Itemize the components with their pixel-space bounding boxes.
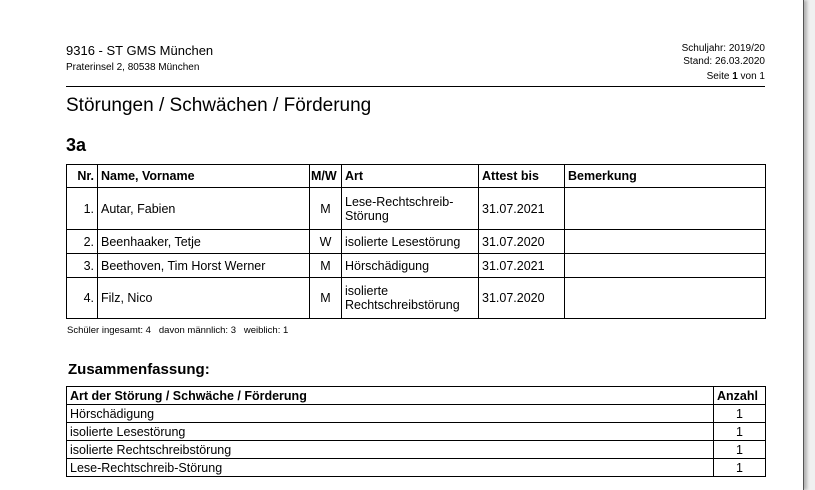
row-art-line1: isolierte xyxy=(345,284,389,298)
table-row xyxy=(67,278,766,319)
col-mw: M/W xyxy=(310,165,342,188)
summary-table xyxy=(66,386,766,477)
col-nr: Nr. xyxy=(67,165,98,188)
header-divider xyxy=(66,86,765,87)
row-name: Filz, Nico xyxy=(98,278,310,319)
row-nr: 3. xyxy=(67,254,98,278)
row-art: isolierte Lesestörung xyxy=(342,230,479,254)
summary-table-header xyxy=(67,387,766,405)
row-name: Autar, Fabien xyxy=(98,188,310,230)
schuljahr: Schuljahr: 2019/20 xyxy=(681,43,765,54)
page-number xyxy=(707,71,765,82)
col-art: Art xyxy=(342,165,479,188)
seite-num: 1 xyxy=(732,71,738,82)
col-anzahl: Anzahl xyxy=(714,387,766,405)
table-row xyxy=(67,254,766,278)
row-name: Beenhaaker, Tetje xyxy=(98,230,310,254)
row-attest: 31.07.2021 xyxy=(479,254,565,278)
col-name: Name, Vorname xyxy=(98,165,310,188)
summary-row xyxy=(67,459,766,477)
summary-art: Hörschädigung xyxy=(67,405,714,423)
row-attest: 31.07.2020 xyxy=(479,278,565,319)
summary-row xyxy=(67,405,766,423)
row-art-line2: Störung xyxy=(345,208,389,223)
row-art-line2: Rechtschreibstörung xyxy=(345,298,460,312)
school-address: Praterinsel 2, 80538 München xyxy=(66,62,200,73)
row-art xyxy=(342,188,479,230)
row-mw: M xyxy=(310,254,342,278)
row-art-line1: Lese-Rechtschreib- xyxy=(345,194,454,209)
summary-art: Lese-Rechtschreib-Störung xyxy=(67,459,714,477)
row-mw: M xyxy=(310,188,342,230)
row-nr: 2. xyxy=(67,230,98,254)
summary-art: isolierte Rechtschreibstörung xyxy=(67,441,714,459)
school-name: 9316 - ST GMS München xyxy=(66,43,214,58)
student-stats: Schüler ingesamt: 4 davon männlich: 3 weiblich: 1 xyxy=(67,325,289,336)
row-nr: 4. xyxy=(67,278,98,319)
student-table-header xyxy=(67,165,766,188)
row-bemerkung xyxy=(565,230,766,254)
stand-date: Stand: 26.03.2020 xyxy=(683,56,765,67)
table-row xyxy=(67,230,766,254)
row-bemerkung xyxy=(565,254,766,278)
col-bemerkung: Bemerkung xyxy=(565,165,766,188)
summary-art: isolierte Lesestörung xyxy=(67,423,714,441)
seite-label: Seite xyxy=(706,71,730,82)
summary-anzahl: 1 xyxy=(714,459,766,477)
row-art xyxy=(342,278,479,319)
row-nr: 1. xyxy=(67,188,98,230)
student-table xyxy=(66,164,766,319)
row-attest: 31.07.2020 xyxy=(479,230,565,254)
col-art-der-stoerung: Art der Störung / Schwäche / Förderung xyxy=(67,387,714,405)
row-art: Hörschädigung xyxy=(342,254,479,278)
col-attest: Attest bis xyxy=(479,165,565,188)
summary-title: Zusammenfassung: xyxy=(68,361,210,378)
row-bemerkung xyxy=(565,188,766,230)
table-row xyxy=(67,188,766,230)
summary-anzahl: 1 xyxy=(714,423,766,441)
summary-row xyxy=(67,441,766,459)
row-mw: M xyxy=(310,278,342,319)
row-name: Beethoven, Tim Horst Werner xyxy=(98,254,310,278)
summary-anzahl: 1 xyxy=(714,405,766,423)
class-name: 3a xyxy=(66,135,87,155)
report-title: Störungen / Schwächen / Förderung xyxy=(66,95,372,116)
summary-row xyxy=(67,423,766,441)
row-bemerkung xyxy=(565,278,766,319)
seite-von: von 1 xyxy=(740,71,765,82)
summary-anzahl: 1 xyxy=(714,441,766,459)
row-mw: W xyxy=(310,230,342,254)
row-attest: 31.07.2021 xyxy=(479,188,565,230)
